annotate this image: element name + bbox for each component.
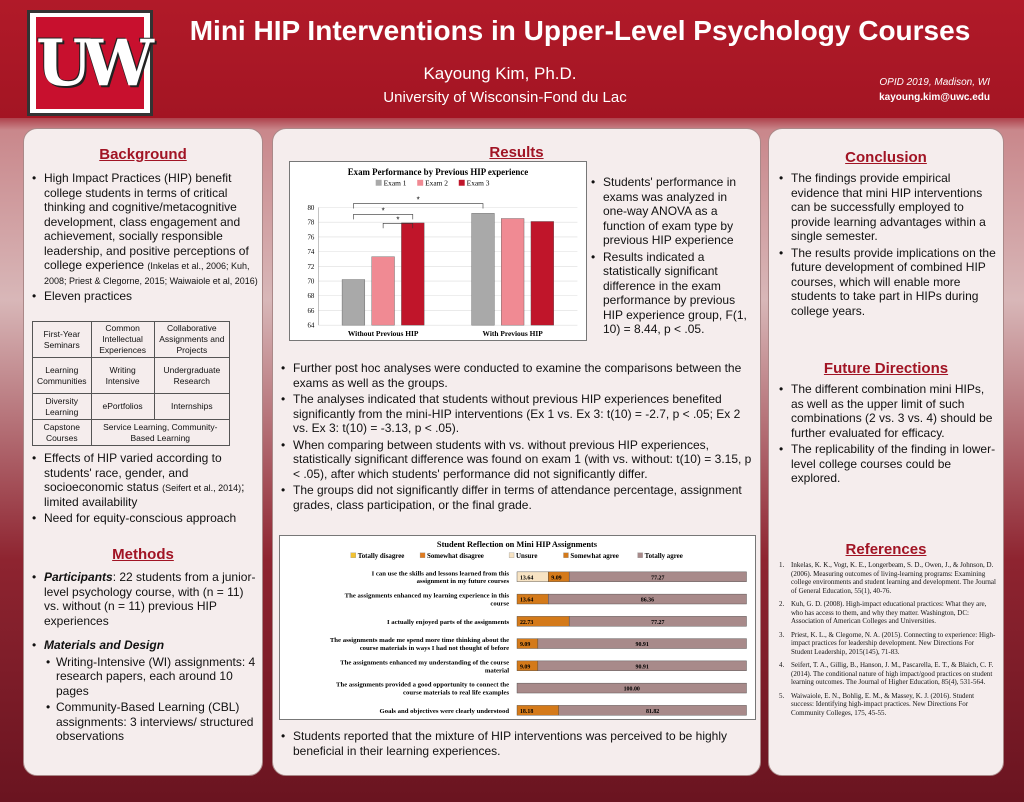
conclusion-list (779, 171, 997, 320)
poster-header (0, 0, 1024, 118)
table-row (33, 358, 230, 394)
legend-swatch (420, 553, 425, 558)
conclusion-bullet-2 (779, 246, 997, 319)
segment-value-label: 13.64 (519, 597, 534, 604)
chart-title: Exam Performance by Previous HIP experience (347, 166, 529, 177)
bar (531, 221, 554, 325)
table-cell: Collaborative Assignments and Projects (154, 322, 229, 358)
results-r7: Students reported that the mixture of HIP interventions was perceived to be highly beneficial in their learning experiences. (293, 729, 728, 758)
y-tick-label: 72 (307, 263, 315, 271)
legend-label: Exam 3 (466, 178, 490, 188)
conference-info: OPID 2019, Madison, WI (879, 77, 990, 88)
row-category-label: The assignments provided a good opportunity to connect the (335, 681, 510, 689)
table-cell: Common Intellectual Experiences (91, 322, 154, 358)
segment-value-label: 90.91 (635, 642, 649, 649)
reference-text: Priest, K. L., & Clegorne, N. A. (2015). Connecting to experience: High-impact practices for leadership development. New Directions For Student Leadership, 2015(145), 71-83. (791, 630, 996, 656)
reference-item: 1. Inkelas, K. K., Vogt, K. E., Longerbeam, S. D., Owen, J., & Johnson, D. (2006). Measuring outcomes of living-learning programs: Examining college environments and student learning and development. The Journal of General Education, 55(1), 40-76. (779, 561, 996, 595)
left-panel (23, 128, 263, 776)
table-cell: Writing Intensive (91, 358, 154, 394)
chart-legend (351, 553, 683, 560)
row-category-label: I actually enjoyed parts of the assignments (387, 618, 510, 626)
background-b3-text: Effects of HIP varied according to students' race, gender, and socioeconomic status (44, 451, 222, 494)
bar (501, 219, 524, 326)
chart-x-labels (348, 329, 543, 338)
chart-legend (376, 179, 490, 188)
significance-mark: * (381, 206, 385, 216)
row-category-label: assignment in my future courses (416, 578, 510, 586)
significance-mark: * (416, 195, 420, 205)
future-bullet-2 (779, 442, 997, 486)
reference-text: Seifert, T. A., Gillig, B., Hanson, J. M., Pascarella, E. T., & Blaich, C. F. (2014). The conditional nature of high impact/good practices on student learning outcomes. The Journal of Higher Education, 85(4), 531-564. (791, 661, 994, 686)
participants-text: : 22 students from a junior-level psychology course, with (n = 11) vs. without (n = 11) previous HIP experiences (44, 570, 256, 628)
results-r3: Further post hoc analyses were conducted to examine the comparisons between the exams as well as the groups. (293, 361, 742, 390)
student-reflection-chart (279, 535, 756, 720)
methods-list (32, 570, 258, 746)
methods-bullet-participants (32, 570, 258, 628)
segment-value-label: 100.00 (623, 686, 640, 693)
methods-bullet-materials (32, 638, 258, 744)
table-cell: Undergraduate Research (154, 358, 229, 394)
legend-label: Totally disagree (357, 552, 405, 560)
bar (472, 213, 495, 325)
results-r5: When comparing between students with vs. without previous HIP experiences, statistically significant difference was found on exam 1 (with vs. without: t(10) = 3.15, p < .05), after which students' performance did not significantly differ. (293, 437, 752, 481)
segment-value-label: 9.09 (519, 642, 531, 649)
materials-item-1: • Writing-Intensive (WI) assignments: 4 research papers, each around 10 pages (44, 655, 258, 699)
results-list-1 (591, 175, 751, 339)
row-category-label: The assignments enhanced my learning experience in this (344, 592, 510, 600)
legend-label: Exam 2 (425, 178, 448, 188)
legend-swatch (351, 553, 356, 558)
legend-label: Totally agree (644, 552, 683, 560)
uw-logo (27, 10, 153, 116)
background-bullet-3 (32, 451, 258, 509)
row-category-label: course (490, 600, 510, 608)
conclusion-c1: The findings provide empirical evidence that mini HIP interventions can be successfully employed to provide learning advantages within a single semester. (791, 171, 986, 243)
x-category-label: With Previous HIP (482, 329, 543, 339)
y-tick-label: 76 (307, 234, 315, 242)
methods-heading: Methods (112, 546, 174, 563)
future-f2: The replicability of the finding in lower-level college courses could be explored. (791, 442, 996, 485)
uw-logo-mark: UW (36, 17, 144, 109)
legend-label: Somewhat agree (570, 552, 619, 560)
results-bullet-6 (281, 483, 755, 512)
right-panel (768, 128, 1004, 776)
materials-label: Materials and Design (44, 638, 165, 652)
results-bullet-5 (281, 438, 755, 482)
y-tick-label: 66 (307, 307, 315, 315)
background-bullet-2 (32, 289, 258, 304)
author-email[interactable]: kayoung.kim@uwc.edu (879, 92, 990, 103)
bar (401, 223, 424, 325)
bar (372, 257, 395, 325)
segment-value-label: 9.09 (551, 575, 562, 582)
reference-text: Kuh, G. D. (2008). High-impact educational practices: What they are, who has access to them, and why they matter. Washington, DC: Association of American Colleges and Universities. (791, 600, 987, 625)
conclusion-heading: Conclusion (845, 149, 927, 166)
author-name: Kayoung Kim, Ph.D. (423, 64, 577, 83)
significance-mark: * (396, 215, 400, 225)
chart-title: Student Reflection on Mini HIP Assignments (436, 539, 598, 549)
results-bullet-3 (281, 361, 755, 390)
y-tick-label: 70 (307, 278, 315, 286)
results-bullet-1 (591, 175, 751, 248)
segment-value-label: 13.64 (519, 575, 534, 582)
background-bullet-4 (32, 511, 258, 526)
row-category-label: Goals and objectives were clearly understood (379, 707, 510, 715)
results-bullet-7 (281, 729, 755, 758)
reference-text: Waiwaiole, E. N., Bohlig, E. M., & Massey, K. J. (2016). Student success: Identifying high-impact practices. New Directions For Community Colleges, 175, 45-55. (791, 691, 975, 717)
affiliation: University of Wisconsin-Fond du Lac (383, 89, 627, 106)
y-tick-label: 78 (307, 219, 315, 227)
background-heading: Background (99, 146, 187, 163)
table-row (33, 394, 230, 420)
segment-value-label: 18.18 (519, 708, 534, 715)
legend-swatch (376, 180, 382, 186)
results-r4: The analyses indicated that students without previous HIP experiences benefited significantly from the mini-HIP interventions (Ex 1 vs. Ex 3: t(10) = -2.7, p < .05; Ex 2 vs. Ex 3: t(10) = -3.13, p < .05). (293, 392, 741, 435)
materials-item-2: • Community-Based Learning (CBL) assignments: 3 interviews/ structured observations (44, 700, 258, 744)
segment-value-label: 77.27 (651, 619, 665, 626)
table-cell: Service Learning, Community-Based Learning (91, 420, 229, 446)
background-b4-text: Need for equity-conscious approach (44, 511, 237, 525)
reference-item: 5. Waiwaiole, E. N., Bohlig, E. M., & Massey, K. J. (2016). Student success: Identifying high-impact practices. New Directions For Community Colleges, 175, 45-55. (779, 691, 975, 717)
results-panel (272, 128, 761, 776)
background-list (32, 171, 258, 306)
conclusion-bullet-1 (779, 171, 997, 244)
future-list (779, 382, 997, 488)
segment-value-label: 22.73 (519, 619, 534, 626)
legend-swatch (509, 553, 514, 558)
segment-value-label: 77.27 (651, 575, 665, 582)
legend-swatch (417, 180, 423, 186)
background-list-2 (32, 451, 258, 528)
background-b3-cite: (Seifert et al., 2014) (162, 483, 242, 493)
results-heading: Results (489, 144, 544, 161)
materials-sublist (44, 655, 258, 744)
conclusion-c2: The results provide implications on the future development of combined HIP courses, which will enable more students to take part in HIPs during college years. (791, 245, 996, 318)
legend-swatch (638, 553, 643, 558)
legend-label: Unsure (516, 552, 538, 560)
reference-text: Inkelas, K. K., Vogt, K. E., Longerbeam, S. D., Owen, J., & Johnson, D. (2006). Measuring outcomes of living-learning programs: Examining college environments and student learning and development. The Journal of General Education, 55(1), 40-76. (791, 561, 996, 595)
segment-value-label: 86.36 (640, 597, 655, 604)
results-list-2 (281, 361, 755, 514)
row-category-label: course materials in ways I had not thought of before (359, 645, 510, 653)
future-directions-heading: Future Directions (823, 360, 949, 377)
y-tick-label: 74 (307, 249, 315, 257)
table-row (33, 322, 230, 358)
results-bullet-4 (281, 392, 755, 436)
results-list-3 (281, 729, 755, 760)
table-cell: Diversity Learning (33, 394, 92, 420)
y-tick-label: 68 (307, 293, 315, 301)
segment-value-label: 81.82 (645, 708, 660, 715)
background-b2-text: Eleven practices (44, 289, 133, 303)
table-row (33, 420, 230, 446)
hip-practices-table (32, 321, 230, 446)
legend-swatch (459, 180, 465, 186)
future-bullet-1 (779, 382, 997, 440)
future-f1: The different combination mini HIPs, as well as the upper limit of such combinations (2 vs. 3 vs. 4) should be further evaluated for efficacy. (791, 382, 993, 440)
table-cell: Capstone Courses (33, 420, 92, 446)
x-category-label: Without Previous HIP (347, 329, 419, 339)
bar (342, 280, 365, 326)
reference-item: 4. Seifert, T. A., Gillig, B., Hanson, J. M., Pascarella, E. T., & Blaich, C. F. (2014). The conditional nature of high impact/good practices on student learning outcomes. The Journal of Higher Education, 85(4), 531-564. (779, 661, 994, 686)
legend-label: Exam 1 (383, 178, 407, 188)
row-category-label: The assignments enhanced my understanding of the course (340, 659, 510, 667)
row-category-label: I can use the skills and lessons learned from this (371, 570, 510, 578)
row-category-label: material (484, 667, 510, 675)
results-r1: Students' performance in exams was analyzed in one-way ANOVA as a function of exam type by previous HIP experience (603, 175, 737, 247)
reference-item: 3. Priest, K. L., & Clegorne, N. A. (2015). Connecting to experience: High-impact practices for leadership development. New Directions For Student Leadership, 2015(145), 71-83. (779, 630, 996, 656)
y-tick-label: 80 (307, 204, 315, 212)
table-cell: Internships (154, 394, 229, 420)
segment-value-label: 9.09 (519, 664, 531, 671)
results-bullet-2 (591, 250, 751, 337)
row-category-label: course materials to real life examples (403, 689, 510, 697)
row-category-label: The assignments made me spend more time thinking about the (329, 637, 510, 645)
background-b3-tail: ; limited availability (44, 480, 245, 509)
table-cell: ePortfolios (91, 394, 154, 420)
background-b1-cite: (Inkelas et al., 2006; Kuh, 2008; Priest & Clegorne, 2015; Waiwaiole et al, 2016) (44, 261, 258, 286)
reference-item: 2. Kuh, G. D. (2008). High-impact educational practices: What they are, who has access to them, and why they matter. Washington, DC: Association of American Colleges and Universities. (779, 600, 987, 625)
chart-rows (330, 570, 747, 715)
poster-title: Mini HIP Interventions in Upper-Level Psychology Courses (189, 15, 971, 46)
table-cell: First-Year Seminars (33, 322, 92, 358)
legend-label: Somewhat disagree (426, 552, 484, 560)
background-b1-text: High Impact Practices (HIP) benefit college students in terms of critical thinking and cognitive/metacognitive development, class engagement and achievement, socially responsible leadership, and positive perceptions of college experience (44, 171, 249, 272)
exam-performance-chart (289, 161, 587, 341)
segment-value-label: 90.91 (635, 664, 649, 671)
results-r2: Results indicated a statistically significant difference in the exam performance by previous HIP experience group, F(1, 10) = 8.44, p < .05. (603, 249, 747, 336)
background-bullet-1 (32, 171, 258, 287)
chart-bars (342, 213, 554, 325)
references-list (779, 561, 997, 722)
references-heading: References (845, 541, 927, 558)
results-r6: The groups did not significantly differ in terms of attendance percentage, assignment grades, class participation, or the final grade. (293, 483, 742, 512)
table-cell: Learning Communities (33, 358, 92, 394)
legend-swatch (563, 553, 568, 558)
participants-label: Participants (44, 570, 113, 584)
y-tick-label: 64 (307, 322, 315, 330)
